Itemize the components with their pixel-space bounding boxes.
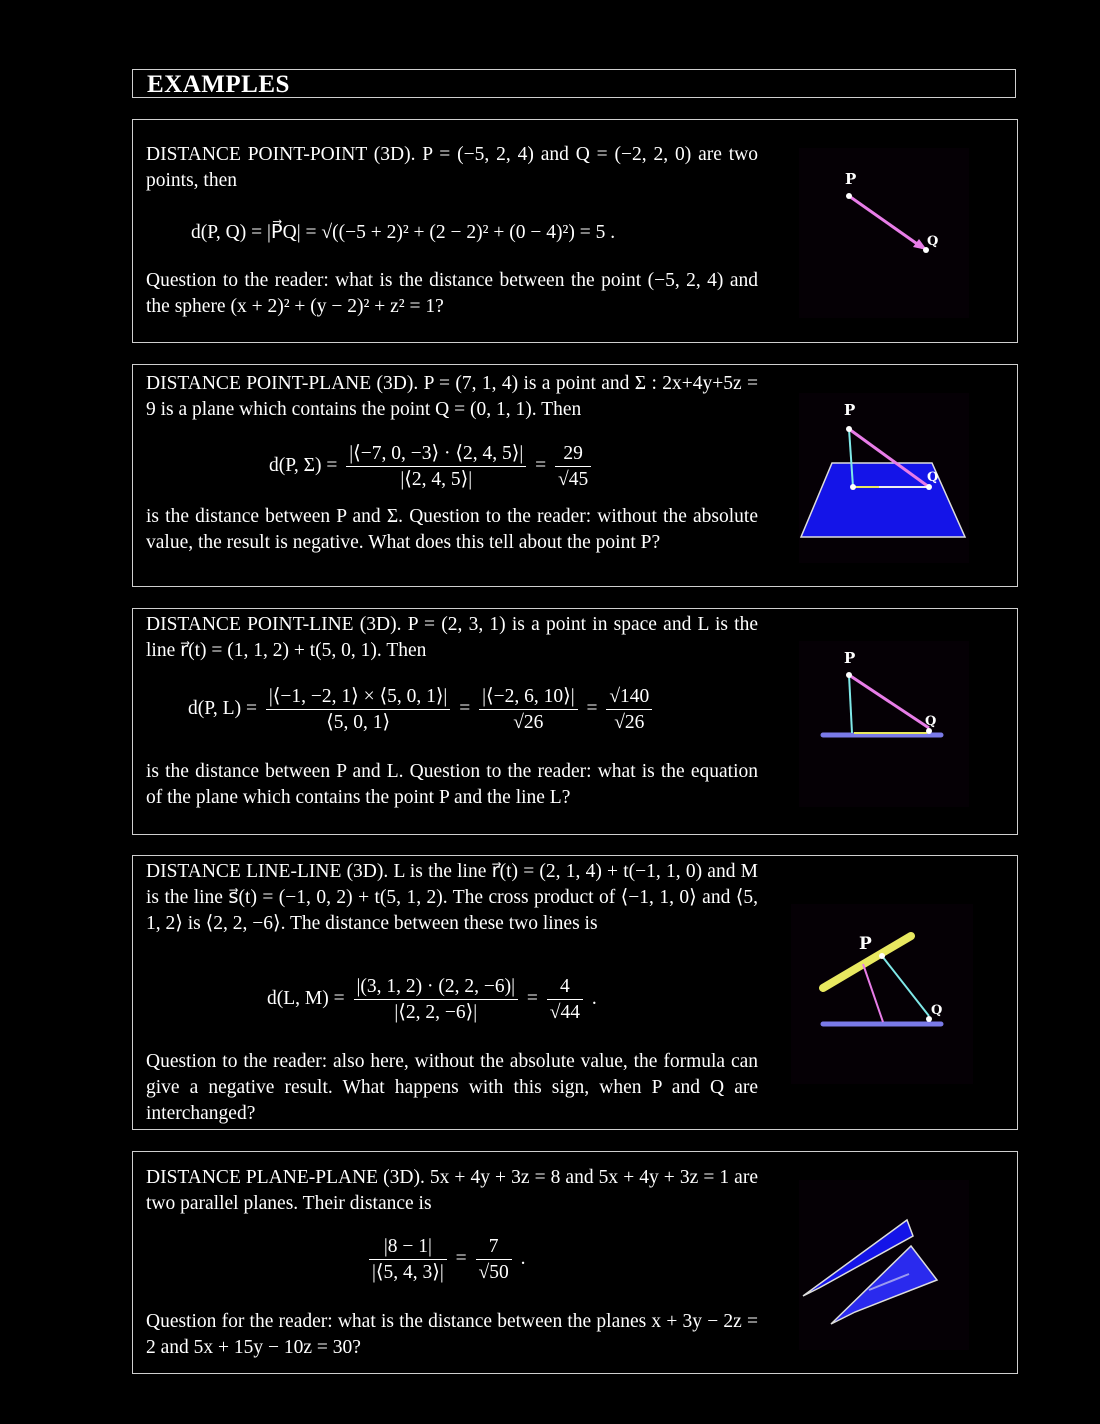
result-fraction — [555, 441, 591, 492]
figure-background — [799, 641, 969, 807]
formula-end: . — [591, 987, 597, 1009]
figure-background — [799, 148, 969, 318]
formula: d(P, Q) = |P⃗Q| = √((−5 + 2)² + (2 − 2)² + (0 − 4)²) = 5 . — [191, 222, 616, 243]
section-question: Question to the reader: also here, without the absolute value, the formula can give a negative result. What happens with this sign, when P and Q are interchanged? — [146, 1051, 758, 1124]
label-p: P — [844, 649, 856, 667]
denominator: |⟨2, 4, 5⟩| — [400, 469, 473, 490]
label-p: P — [845, 170, 857, 188]
point-plane-figure — [799, 393, 969, 563]
denominator: ⟨5, 0, 1⟩ — [326, 712, 391, 733]
middle-numerator: |⟨−2, 6, 10⟩| — [479, 684, 578, 710]
section-point-point — [132, 119, 1018, 343]
formula-lhs: d(L, M) = — [267, 987, 345, 1009]
section-text — [146, 1165, 758, 1217]
formula-end: . — [520, 1247, 526, 1269]
point-p — [879, 953, 885, 959]
label-q: Q — [925, 714, 937, 729]
section-intro: DISTANCE PLANE-PLANE (3D). 5x + 4y + 3z = 8 and 5x + 4y + 3z = 1 are two parallel planes. Their distance is — [146, 1167, 758, 1214]
result-fraction — [606, 684, 652, 735]
section-text — [146, 612, 758, 664]
formula — [269, 441, 595, 492]
result-fraction — [547, 974, 583, 1025]
formula — [267, 974, 597, 1025]
fraction — [346, 441, 526, 492]
section-text — [146, 371, 758, 423]
label-q: Q — [927, 470, 939, 485]
section-text — [146, 142, 758, 194]
section-question: Question for the reader: what is the distance between the planes x + 3y − 2z = 2 and 5x + 15y − 10z = 30? — [146, 1311, 758, 1358]
denominator: |⟨2, 2, −6⟩| — [394, 1002, 478, 1023]
equals: = — [535, 454, 547, 476]
fraction — [354, 974, 519, 1025]
section-intro: DISTANCE LINE-LINE (3D). L is the line r⃗(t) = (2, 1, 4) + t(−1, 1, 0) and M is the line s⃗(t) = (−1, 0, 2) + t(5, 1, 2). The cross product of ⟨−1, 1, 0⟩ and ⟨5, 1, 2⟩ is ⟨2, 2, −6⟩. The distance between these two lines is — [146, 861, 758, 934]
section-line-line — [132, 855, 1018, 1130]
equals: = — [459, 697, 471, 719]
section-intro: DISTANCE POINT-POINT (3D). P = (−5, 2, 4) and Q = (−2, 2, 0) are two points, then — [146, 144, 758, 191]
figure-background — [791, 904, 973, 1084]
result-numerator: √140 — [606, 684, 652, 710]
examples-header — [132, 69, 1016, 98]
section-point-line — [132, 608, 1018, 835]
section-question-block — [146, 1309, 758, 1361]
result-denominator: √50 — [478, 1262, 509, 1283]
fraction — [266, 684, 450, 735]
section-question-block — [146, 759, 758, 811]
section-intro: DISTANCE POINT-PLANE (3D). P = (7, 1, 4) is a point and Σ : 2x+4y+5z = 9 is a plane which contains the point Q = (0, 1, 1). Then — [146, 373, 758, 420]
section-text — [146, 859, 758, 937]
formula-lhs: d(P, L) = — [188, 697, 257, 719]
section-plane-plane — [132, 1151, 1018, 1374]
point-line-figure — [799, 641, 969, 807]
numerator: |⟨−1, −2, 1⟩ × ⟨5, 0, 1⟩| — [266, 684, 450, 710]
result-numerator: 7 — [476, 1234, 512, 1260]
numerator: |8 − 1| — [369, 1234, 447, 1260]
result-denominator: √44 — [549, 1002, 580, 1023]
section-question-block — [146, 1049, 758, 1127]
point-point-figure — [799, 148, 969, 318]
section-question-block — [146, 268, 758, 320]
label-q: Q — [927, 234, 939, 249]
figure-background — [799, 1180, 969, 1350]
formula — [188, 684, 656, 735]
page-title: EXAMPLES — [147, 71, 290, 98]
equals: = — [526, 987, 538, 1009]
section-point-plane — [132, 364, 1018, 587]
section-question-block — [146, 504, 758, 556]
denominator: |⟨5, 4, 3⟩| — [372, 1262, 444, 1283]
result-denominator: √45 — [558, 469, 589, 490]
numerator: |⟨−7, 0, −3⟩ · ⟨2, 4, 5⟩| — [346, 441, 526, 467]
label-q: Q — [931, 1003, 943, 1018]
section-intro: DISTANCE POINT-LINE (3D). P = (2, 3, 1) is a point in space and L is the line r⃗(t) = (1, 1, 2) + t(5, 0, 1). Then — [146, 614, 758, 661]
formula — [365, 1234, 525, 1285]
foot-point — [850, 484, 856, 490]
plane-plane-figure — [799, 1180, 969, 1350]
equals: = — [455, 1247, 467, 1269]
section-question: Question to the reader: what is the distance between the point (−5, 2, 4) and the sphere (x + 2)² + (y − 2)² + z² = 1? — [146, 270, 758, 317]
label-p: P — [844, 401, 856, 419]
result-numerator: 4 — [547, 974, 583, 1000]
numerator: |(3, 1, 2) · (2, 2, −6)| — [354, 974, 519, 1000]
middle-fraction — [479, 684, 578, 735]
label-p: P — [859, 934, 872, 954]
result-denominator: √26 — [614, 712, 645, 733]
point-p — [846, 672, 852, 678]
point-p — [846, 193, 852, 199]
fraction — [369, 1234, 447, 1285]
result-fraction — [476, 1234, 512, 1285]
equals-2: = — [586, 697, 598, 719]
point-p — [846, 426, 852, 432]
result-numerator: 29 — [555, 441, 591, 467]
middle-denominator: √26 — [513, 712, 544, 733]
section-question: is the distance between P and L. Question to the reader: what is the equation of the plane which contains the point P and the line L? — [146, 761, 758, 808]
line-line-figure — [791, 904, 973, 1084]
formula-lhs: d(P, Σ) = — [269, 454, 338, 476]
section-question: is the distance between P and Σ. Question to the reader: without the absolute value, the result is negative. What does this tell about the point P? — [146, 506, 758, 553]
